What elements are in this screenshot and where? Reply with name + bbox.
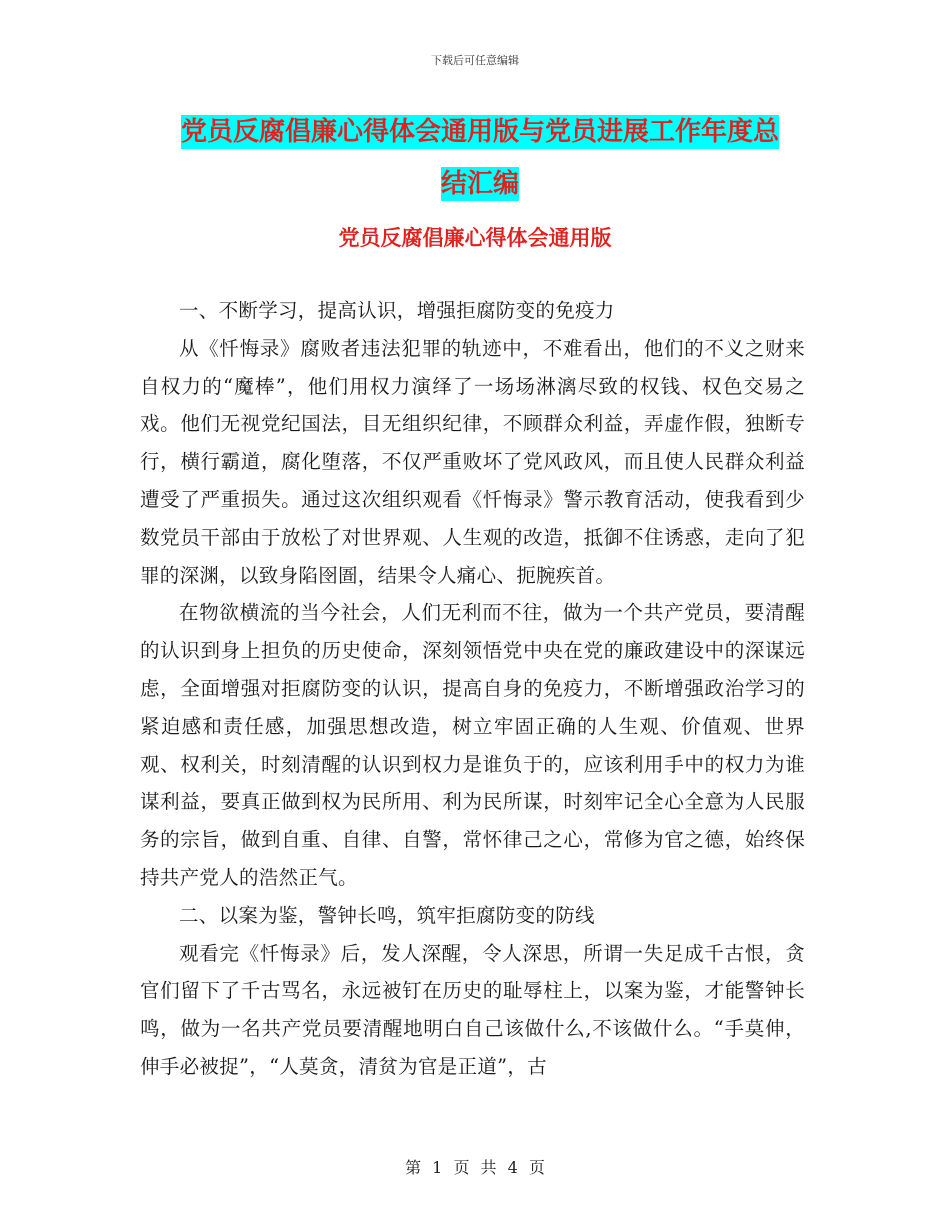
document-title-line-1: 党员反腐倡廉心得体会通用版与党员进展工作年度总 [180,117,779,147]
header-note: 下载后可任意编辑 [431,54,519,67]
section-title: 党员反腐倡廉心得体会通用版 [338,226,612,250]
paragraph: 观看完《忏悔录》后，发人深醒，令人深思，所谓一失足成千古恨，贪官们留下了千古骂名，永远被钉在历史的耻辱柱上，以案为鉴，才能警钟长鸣，做为一名共产党员要清醒地明白自己该做什么,不该做什么。“手莫伸，伸手必被捉”，“人莫贪，清贫为官是正道”，古 [140,941,805,1078]
paragraph: 从《忏悔录》腐败者违法犯罪的轨迹中，不难看出，他们的不义之财来自权力的“魔棒”，他们用权力演绎了一场场淋漓尽致的权钱、权色交易之戏。他们无视党纪国法，目无组织纪律，不顾群众利益，弄虚作假，独断专行，横行霸道，腐化堕落，不仅严重败坏了党风政风，而且使人民群众利益遭受了严重损失。通过这次组织观看《忏悔录》警示教育活动，使我看到少数党员干部由于放松了对世界观、人生观的改造，抵御不住诱惑，走向了犯罪的深渊，以致身陷囹圄，结果令人痛心、扼腕疾首。 [140,336,805,587]
page-footer: 第 1 页 共 4 页 [405,1158,545,1177]
paragraph-heading-2: 二、以案为鉴，警钟长鸣，筑牢拒腐防变的防线 [179,903,595,927]
paragraph: 在物欲横流的当今社会，人们无利而不往，做为一个共产党员，要清醒的认识到身上担负的历史使命，深刻领悟党中央在党的廉政建设中的深谋远虑，全面增强对拒腐防变的认识，提高自身的免疫力，不断增强政治学习的紧迫感和责任感，加强思想改造，树立牢固正确的人生观、价值观、世界观、权利关，时刻清醒的认识到权力是谁负于的，应该利用手中的权力为谁谋利益，要真正做到权为民所用、利为民所谋，时刻牢记全心全意为人民服务的宗旨，做到自重、自律、自警，常怀律己之心，常修为官之德，始终保持共产党人的浩然正气。 [140,601,805,889]
body-text [140,292,805,1086]
document-title [140,106,820,210]
paragraph-heading-1: 一、不断学习，提高认识，增强拒腐防变的免疫力 [179,299,615,322]
document-title-line-2: 结汇编 [440,169,519,199]
